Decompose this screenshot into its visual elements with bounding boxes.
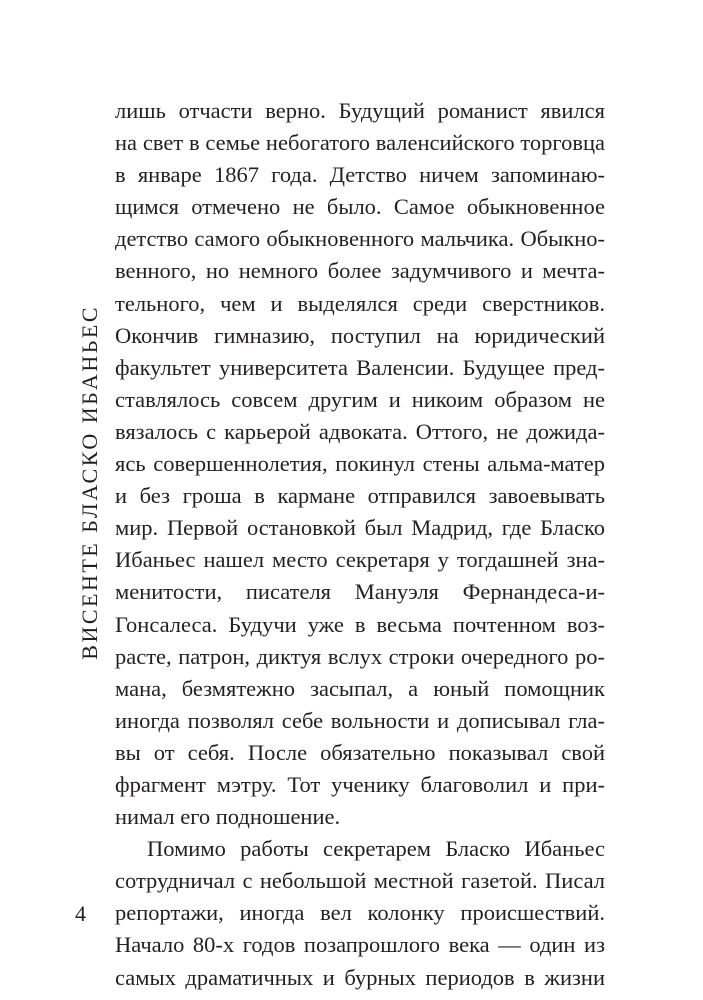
text-line: мана, безмятежно засыпал, а юный помощник [115, 675, 605, 701]
text-line: вязалось с карьерой адвоката. Оттого, не дожида- [115, 418, 605, 444]
text-line: лишь отчасти верно. Будущий романист явился [115, 98, 605, 123]
text-line: на свет в семье небогатого валенсийского торговца [115, 130, 605, 156]
text-line: расте, патрон, диктуя вслух строки очередного ро- [115, 643, 605, 669]
text-line: фрагмент мэтру. Тот ученику благоволил и при- [115, 771, 605, 797]
text-line: вы от себя. После обязательно показывал свой [115, 739, 605, 765]
text-line: Окончив гимназию, поступил на юридический [115, 322, 605, 348]
text-line: ясь совершеннолетия, покинул стены альма-матер [115, 451, 605, 477]
text-line: Помимо работы секретарем Бласко Ибаньес [147, 836, 605, 862]
text-line: в январе 1867 года. Детство ничем запоминаю- [115, 162, 605, 188]
running-head [70, 100, 110, 660]
paragraph-2 [115, 833, 605, 993]
body-text [115, 95, 605, 994]
text-line: Ибаньес нашел место секретаря у тогдашней зна- [115, 547, 605, 573]
text-line: мир. Первой остановкой был Мадрид, где Бласко [115, 515, 605, 541]
text-line: Начало 80-х годов позапрошлого века — один из [115, 932, 605, 958]
paragraph-1 [115, 95, 605, 833]
running-head-text: ВИСЕНТЕ БЛАСКО ИБАНЬЕС [77, 305, 102, 660]
text-line: ставлялось совсем другим и никоим образом не [115, 386, 605, 412]
text-line: тельного, чем и выделялся среди сверстников. [115, 290, 605, 316]
text-line: самых драматичных и бурных периодов в жизни [115, 964, 605, 990]
text-line: иногда позволял себе вольности и дописывал гла- [115, 707, 605, 733]
text-line: сотрудничал с небольшой местной газетой. Писал [115, 868, 605, 894]
text-line: щимся отмечено не было. Самое обыкновенное [115, 194, 605, 220]
text-line: и без гроша в кармане отправился завоевывать [115, 483, 605, 509]
text-line: репортажи, иногда вел колонку происшествий. [115, 900, 605, 926]
page-number: 4 [75, 901, 86, 926]
text-line: детство самого обыкновенного мальчика. Обыкно- [115, 226, 605, 252]
text-line: менитости, писателя Мануэля Фернандеса-и- [115, 579, 605, 605]
text-line: факультет университета Валенсии. Будущее пред- [115, 354, 605, 380]
text-line: Гонсалеса. Будучи уже в весьма почтенном воз- [115, 611, 605, 637]
text-line: нимал его подношение. [115, 804, 341, 830]
text-line: венного, но немного более задумчивого и мечта- [115, 258, 605, 284]
